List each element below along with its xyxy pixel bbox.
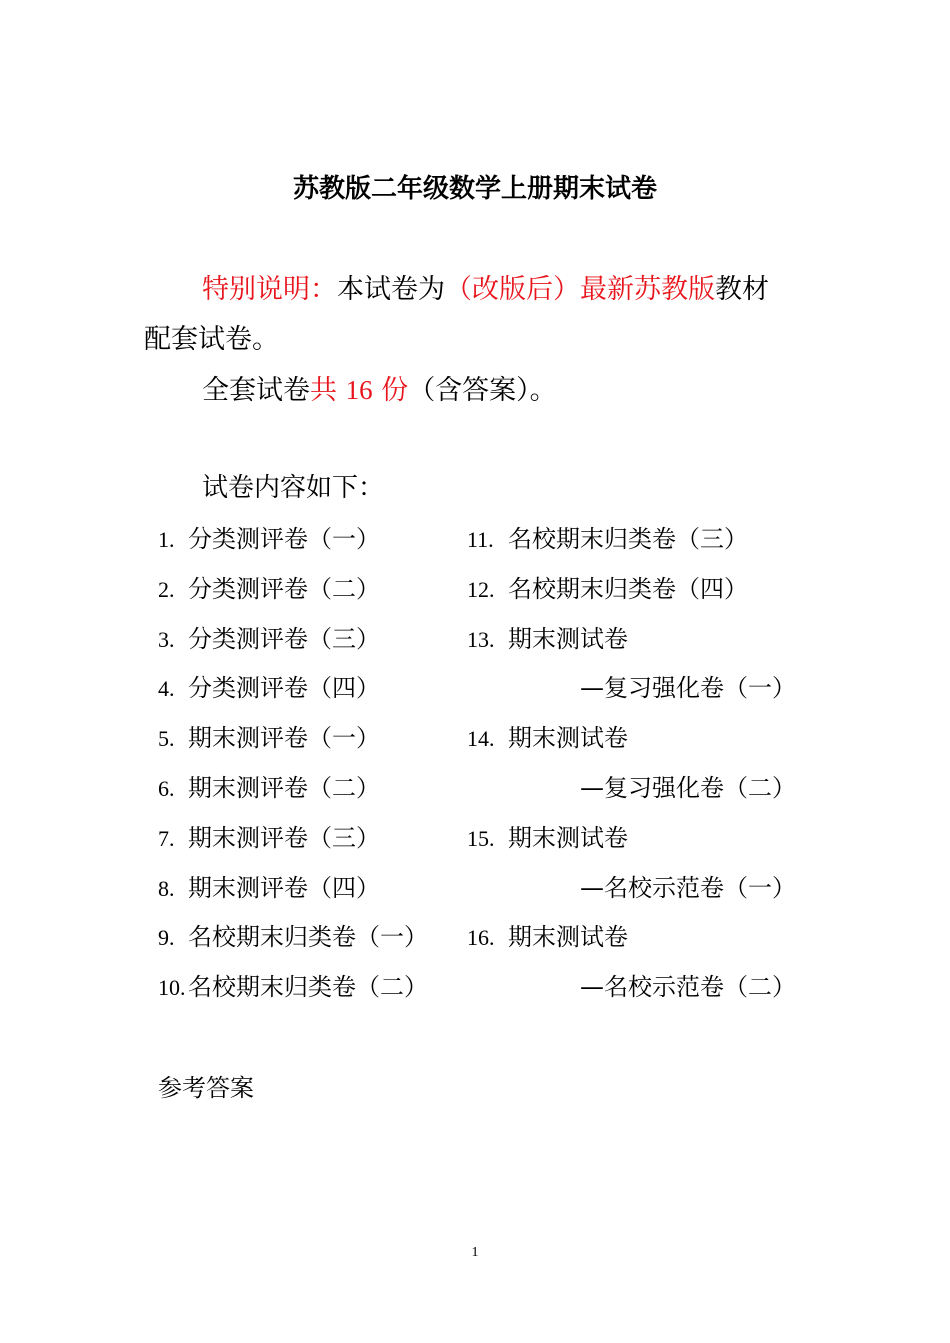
item-number: 3. — [158, 626, 175, 652]
contents-item-right — [467, 572, 748, 607]
contents-item-left — [158, 771, 380, 806]
contents-item-right — [467, 920, 628, 955]
item-number: 4. — [158, 676, 175, 702]
item-label: 期末测试卷 — [508, 724, 628, 753]
item-number: 16. — [467, 925, 495, 951]
item-label: 期末测评卷（四） — [188, 873, 380, 902]
reference-answer-heading: 参考答案 — [158, 1074, 254, 1102]
contents-item-left — [158, 671, 380, 706]
item-label: 名校期末归类卷（三） — [508, 525, 748, 553]
special-note-label: 特别说明： — [202, 274, 337, 305]
item-number: 13. — [467, 626, 495, 652]
item-number: 14. — [467, 726, 495, 752]
item-number: 10. — [158, 975, 186, 1001]
item-label: 名校期末归类卷（二） — [188, 973, 428, 1002]
item-number: 8. — [158, 875, 175, 901]
item-label: 分类测评卷（二） — [188, 574, 380, 603]
contents-intro: 试卷内容如下： — [202, 473, 385, 503]
item-label: —名校示范卷（一） — [580, 873, 796, 902]
item-label: 名校期末归类卷（四） — [508, 574, 748, 603]
special-note-text: 本试卷为 — [337, 274, 445, 305]
contents-item-subtitle — [580, 871, 796, 905]
contents-item-right — [467, 821, 628, 856]
item-label: —复习强化卷（一） — [580, 674, 796, 703]
item-number: 2. — [158, 576, 175, 602]
item-label: 期末测试卷 — [508, 923, 628, 952]
contents-item-left — [158, 970, 428, 1005]
document-title: 苏教版二年级数学上册期末试卷 — [292, 174, 657, 204]
item-label: 分类测评卷（三） — [188, 624, 380, 653]
page-number: 1 — [471, 1245, 479, 1260]
item-label: 分类测评卷（一） — [188, 525, 380, 553]
item-label: 期末测试卷 — [508, 624, 628, 653]
item-label: —复习强化卷（二） — [580, 774, 796, 802]
contents-item-right — [467, 721, 628, 756]
set-count-label: 共 16 份 — [310, 375, 409, 406]
contents-item-left — [158, 522, 380, 557]
contents-item-right — [467, 622, 628, 657]
contents-item-left — [158, 871, 380, 906]
special-note-text-end: 教材 — [715, 274, 769, 305]
contents-item-left — [158, 821, 380, 856]
item-label: 分类测评卷（四） — [188, 674, 380, 703]
item-number: 12. — [467, 576, 495, 602]
contents-item-left — [158, 572, 380, 607]
special-note-line-2: 配套试卷。 — [144, 324, 279, 355]
set-text: 全套试卷 — [202, 375, 310, 406]
contents-item-left — [158, 920, 428, 955]
set-answer-text: （含答案）。 — [408, 375, 557, 406]
item-number: 5. — [158, 726, 175, 752]
item-label: 名校期末归类卷（一） — [188, 923, 428, 952]
contents-item-left — [158, 721, 380, 756]
contents-item-left — [158, 622, 380, 657]
item-number: 1. — [158, 527, 175, 552]
contents-item-subtitle — [580, 671, 796, 705]
item-label: —名校示范卷（二） — [580, 973, 796, 1002]
item-label: 期末测评卷（一） — [188, 724, 380, 753]
item-label: 期末测评卷（二） — [188, 774, 380, 802]
item-label: 期末测试卷 — [508, 823, 628, 852]
contents-item-subtitle — [580, 970, 796, 1004]
item-number: 6. — [158, 776, 175, 801]
item-number: 9. — [158, 925, 175, 951]
contents-item-right — [467, 522, 748, 557]
item-number: 11. — [467, 527, 494, 552]
item-number: 7. — [158, 825, 175, 851]
item-number: 15. — [467, 825, 495, 851]
contents-item-subtitle — [580, 771, 796, 805]
special-note-highlight: （改版后）最新苏教版 — [445, 274, 715, 305]
item-label: 期末测评卷（三） — [188, 823, 380, 852]
special-note-line-1 — [202, 271, 769, 309]
special-note-line-3 — [202, 371, 557, 410]
